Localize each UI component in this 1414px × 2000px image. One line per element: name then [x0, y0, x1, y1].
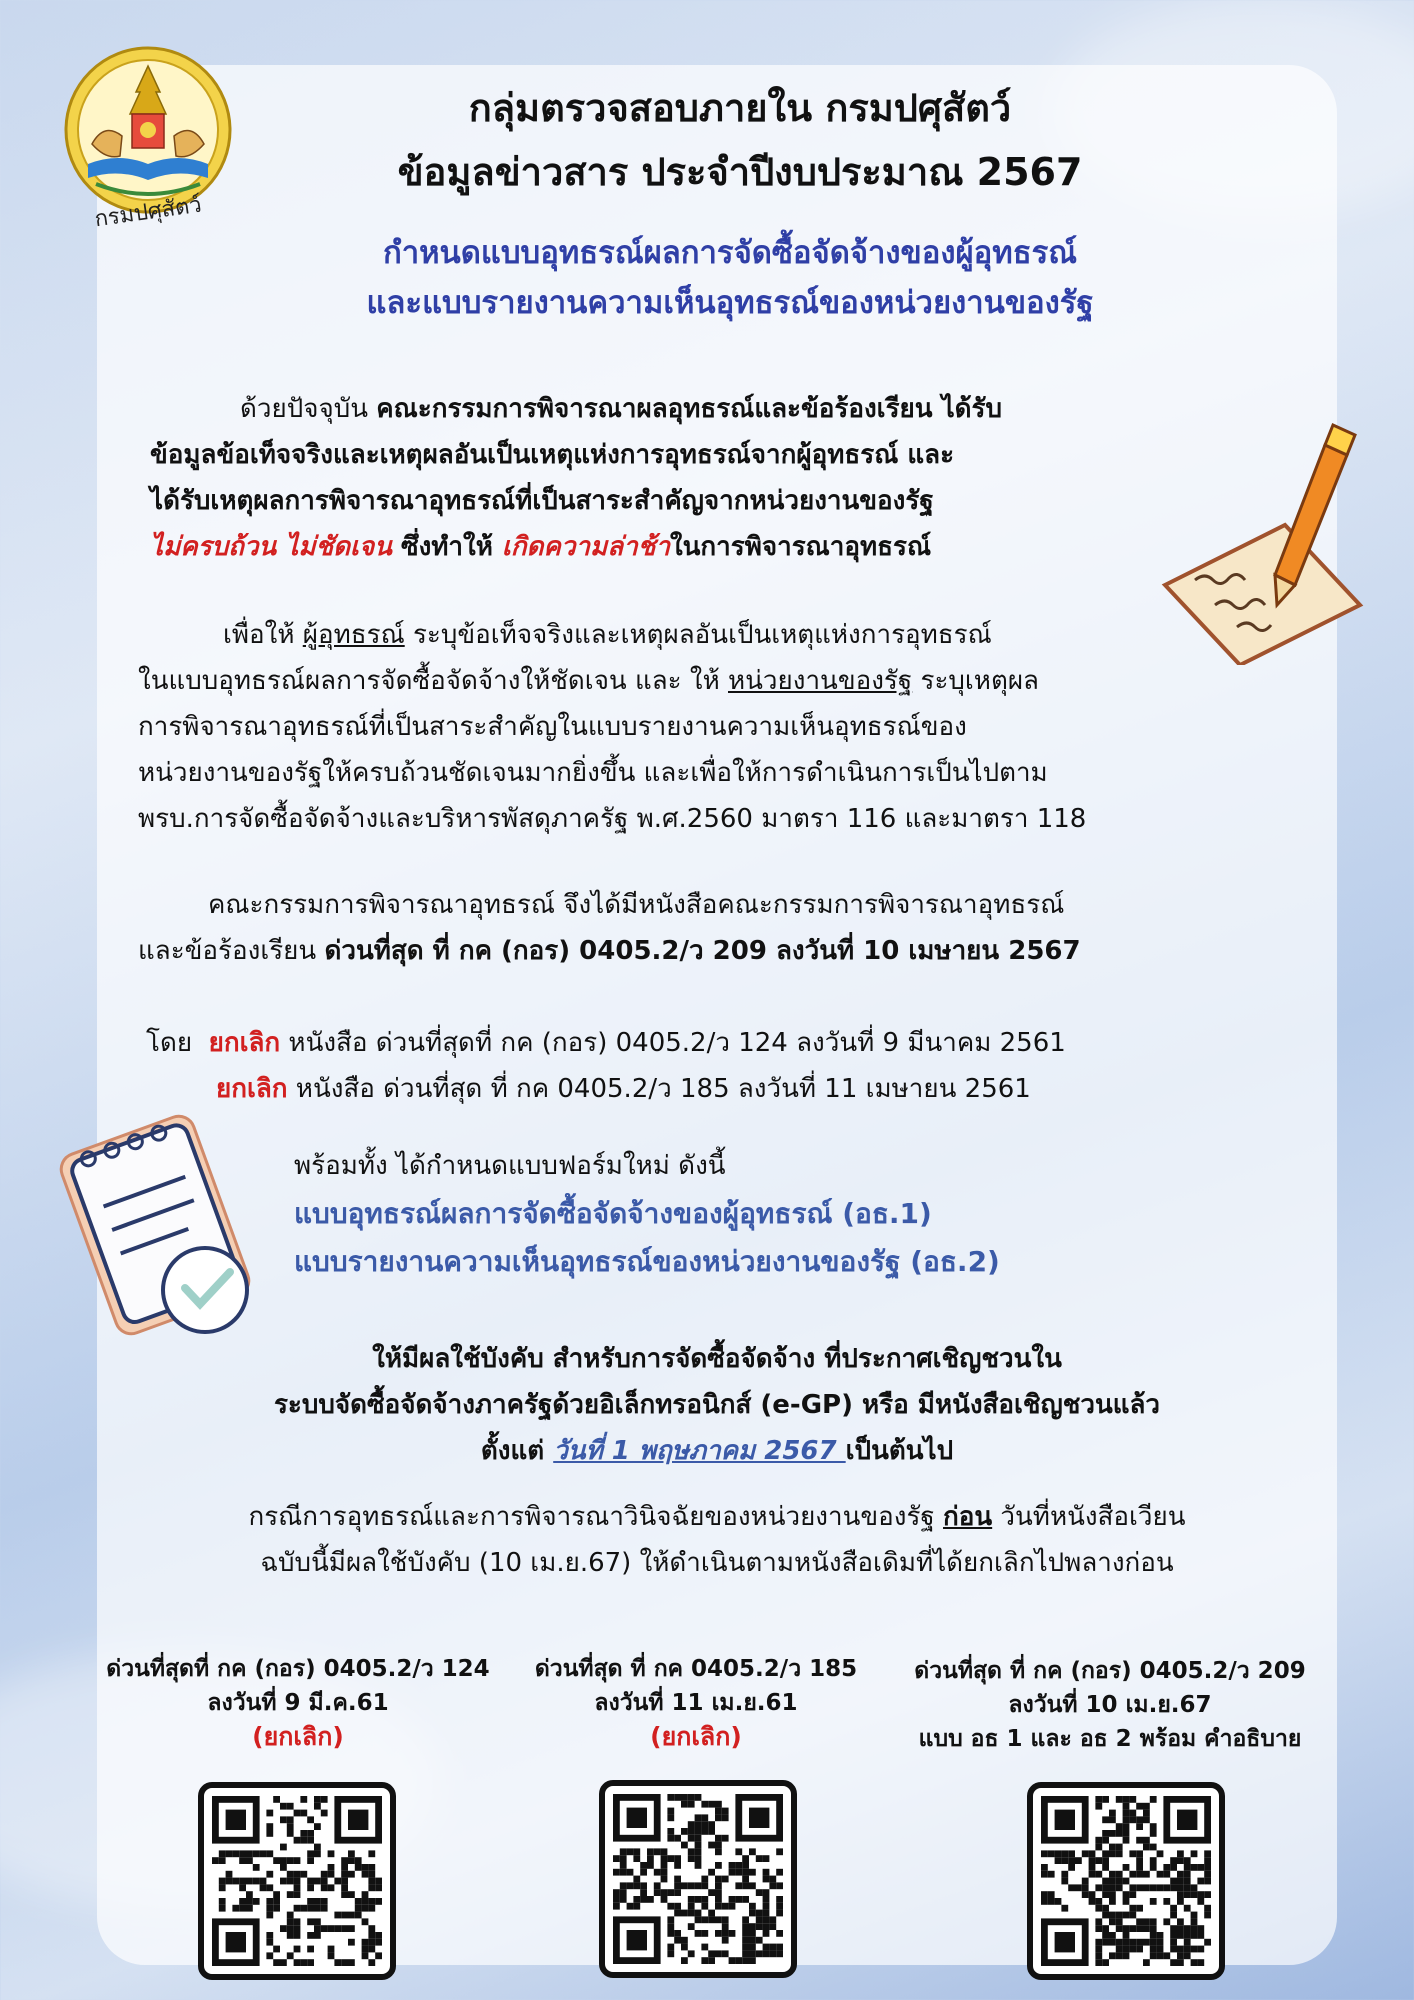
effective-line-1: ให้มีผลใช้บังคับ สำหรับการจัดซื้อจัดจ้าง ที่ประกาศเชิญชวนใน	[372, 1344, 1062, 1374]
effective-date: วันที่ 1 พฤษภาคม 2567	[553, 1436, 846, 1466]
cancel-label: ยกเลิก	[208, 1028, 281, 1058]
para1-bold-text: คณะกรรมการพิจารณาผลอุทธรณ์และข้อร้องเรียน ได้รับ	[376, 394, 1003, 424]
qr-code-209[interactable]	[1027, 1782, 1225, 1980]
para1-line-2: ข้อมูลข้อเท็จจริงและเหตุผลอันเป็นเหตุแห่งการอุทธรณ์จากผู้อุทธรณ์ และ	[150, 440, 955, 470]
forms-intro: พร้อมทั้ง ได้กำหนดแบบฟอร์มใหม่ ดังนี้	[294, 1151, 726, 1181]
document-date: ลงวันที่ 11 เม.ย.61	[594, 1690, 798, 1716]
para1-line-3: ได้รับเหตุผลการพิจารณาอุทธรณ์ที่เป็นสาระสำคัญจากหน่วยงานของรัฐ	[150, 486, 934, 516]
department-logo	[62, 44, 234, 234]
subtitle-line-2: และแบบรายงานความเห็นอุทธรณ์ของหน่วยงานของรัฐ	[366, 285, 1094, 321]
document-date: ลงวันที่ 10 เม.ย.67	[1008, 1692, 1212, 1718]
para1-end-text: ในการพิจารณาอุทธรณ์	[669, 532, 932, 562]
effective-line-2: ระบบจัดซื้อจัดจ้างภาครัฐด้วยอิเล็กทรอนิกส์ (e-GP) หรือ มีหนังสือเชิญชวนแล้ว	[273, 1390, 1161, 1420]
page-title	[300, 76, 1180, 204]
para1-mid-text: ซึ่งทำให้	[391, 532, 502, 562]
document-date: ลงวันที่ 9 มี.ค.61	[207, 1690, 389, 1716]
para2-text: ระบุข้อเท็จจริงและเหตุผลอันเป็นเหตุแห่งการอุทธรณ์	[404, 620, 992, 650]
form-ath1: แบบอุทธรณ์ผลการจัดซื้อจัดจ้างของผู้อุทธรณ์ (อธ.1)	[294, 1197, 932, 1230]
para3-text: และข้อร้องเรียน	[138, 936, 325, 966]
checklist-illustration	[55, 1100, 255, 1350]
document-card-185	[496, 1652, 896, 1754]
note-line-2: ฉบับนี้มีผลใช้บังคับ (10 เม.ย.67) ให้ดำเนินตามหนังสือเดิมที่ได้ยกเลิกไปพลางก่อน	[260, 1548, 1174, 1578]
para2-line-3: การพิจารณาอุทธรณ์ที่เป็นสาระสำคัญในแบบรายงานความเห็นอุทธรณ์ของ	[138, 712, 967, 742]
para3-line-1: คณะกรรมการพิจารณาอุทธรณ์ จึงได้มีหนังสือคณะกรรมการพิจารณาอุทธรณ์	[208, 890, 1065, 920]
underlined-state-agency: หน่วยงานของรัฐ	[728, 666, 913, 696]
document-description: แบบ อธ 1 และ อธ 2 พร้อม คำอธิบาย	[918, 1726, 1302, 1752]
note-before: ก่อน	[943, 1502, 993, 1532]
title-line-2: ข้อมูลข่าวสาร ประจำปีงบประมาณ 2567	[397, 150, 1083, 194]
para2-text: เพื่อให้	[223, 620, 303, 650]
underlined-appellant: ผู้อุทธรณ์	[302, 620, 405, 650]
para1-text: ด้วยปัจจุบัน	[240, 394, 377, 424]
paragraph-circular	[138, 882, 1081, 974]
para2-text: ระบุเหตุผล	[912, 666, 1039, 696]
subtitle-line-1: กำหนดแบบอุทธรณ์ผลการจัดซื้อจัดจ้างของผู้อุทธรณ์	[382, 235, 1078, 271]
page-subtitle	[200, 228, 1260, 328]
document-card-209	[880, 1654, 1340, 1756]
transition-note	[97, 1494, 1337, 1586]
effective-prefix: ตั้งแต่	[480, 1436, 554, 1466]
document-card-124	[98, 1652, 498, 1754]
note-text: กรณีการอุทธรณ์และการพิจารณาวินิจฉัยของหน่วยงานของรัฐ	[248, 1502, 944, 1532]
document-number: ด่วนที่สุด ที่ กค 0405.2/ว 185	[534, 1656, 858, 1682]
document-status: (ยกเลิก)	[252, 1722, 344, 1751]
effective-statement	[97, 1336, 1337, 1474]
logo-caption: กรมปศุสัตว์	[93, 192, 204, 233]
paragraph-purpose	[138, 612, 1086, 842]
document-status: (ยกเลิก)	[650, 1722, 742, 1751]
notebook-pen-illustration	[1155, 415, 1365, 665]
para2-line-5: พรบ.การจัดซื้อจัดจ้างและบริหารพัสดุภาครัฐ พ.ศ.2560 มาตรา 116 และมาตรา 118	[138, 804, 1087, 834]
note-text: วันที่หนังสือเวียน	[992, 1502, 1186, 1532]
document-number: ด่วนที่สุด ที่ กค (กอร) 0405.2/ว 209	[914, 1658, 1306, 1684]
emphasis-delay: เกิดความล่าช้า	[501, 532, 670, 562]
document-number: ด่วนที่สุดที่ กค (กอร) 0405.2/ว 124	[106, 1656, 490, 1682]
cancellation-list	[146, 1020, 1066, 1112]
effective-suffix: เป็นต้นไป	[845, 1436, 954, 1466]
circular-reference: ด่วนที่สุด ที่ กค (กอร) 0405.2/ว 209 ลงวันที่ 10 เมษายน 2567	[324, 936, 1081, 966]
paragraph-background	[150, 386, 1002, 570]
qr-code-124[interactable]	[198, 1782, 396, 1980]
title-line-1: กลุ่มตรวจสอบภายใน กรมปศุสัตว์	[468, 86, 1012, 130]
form-ath2: แบบรายงานความเห็นอุทธรณ์ของหน่วยงานของรัฐ (อธ.2)	[294, 1245, 1000, 1278]
emphasis-incomplete: ไม่ครบถ้วน ไม่ชัดเจน	[150, 532, 392, 562]
cancelled-document-2: หนังสือ ด่วนที่สุด ที่ กค 0405.2/ว 185 ลงวันที่ 11 เมษายน 2561	[287, 1074, 1031, 1104]
new-forms	[294, 1142, 1000, 1286]
cancel-prefix: โดย	[146, 1028, 193, 1058]
cancelled-document-1: หนังสือ ด่วนที่สุดที่ กค (กอร) 0405.2/ว 124 ลงวันที่ 9 มีนาคม 2561	[280, 1028, 1066, 1058]
cancel-label: ยกเลิก	[216, 1074, 288, 1104]
qr-code-185[interactable]	[599, 1780, 797, 1978]
para2-text: ในแบบอุทธรณ์ผลการจัดซื้อจัดจ้างให้ชัดเจน และ ให้	[138, 666, 728, 696]
para2-line-4: หน่วยงานของรัฐให้ครบถ้วนชัดเจนมากยิ่งขึ้น และเพื่อให้การดำเนินการเป็นไปตาม	[138, 758, 1048, 788]
